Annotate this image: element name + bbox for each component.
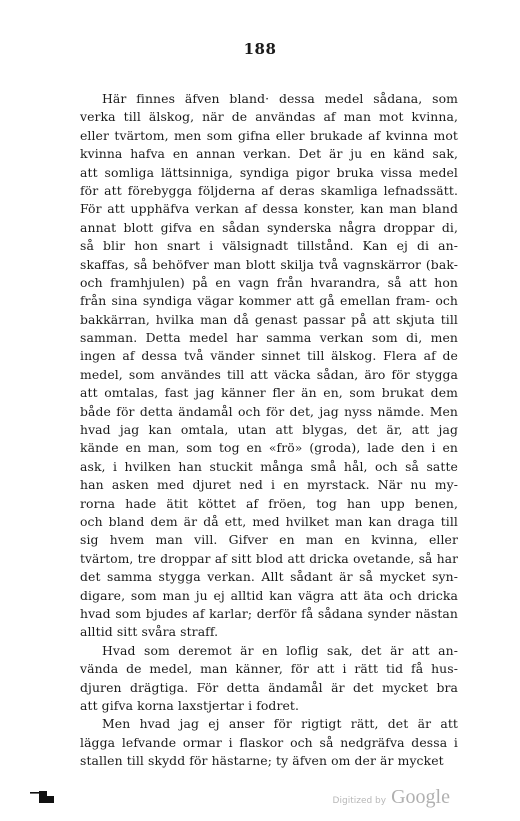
text-line: att omtalas, fast jag känner fler än en, som brukat dem — [80, 385, 458, 401]
text-line: från sina syndiga vägar kommer att gå emellan fram- och — [80, 293, 458, 309]
paragraph — [80, 642, 458, 716]
paragraph — [80, 715, 458, 770]
text-line: både för detta ändamål och för det, jag nyss nämde. Men — [80, 403, 458, 419]
text-line: och framhjulen) på en vagn från hvarandra, så att hon — [80, 274, 458, 290]
text-line: att gifva korna laxstjertar i fodret. — [80, 697, 300, 713]
body-text — [80, 90, 458, 770]
text-line: digare, som man ju ej alltid kan vägra att äta och dricka — [80, 587, 458, 603]
google-logo: Google — [391, 786, 450, 808]
text-line: kände en man, som tog en «frö» (groda), lade den i en — [80, 440, 458, 456]
text-line: annat blott gifva en sådan synderska några droppar di, — [80, 219, 458, 235]
text-line: så blir hon snart i välsignadt tillstånd. Kan ej di an- — [80, 238, 458, 254]
text-line: Här finnes äfven bland· dessa medel sådana, som — [102, 91, 458, 106]
text-line: att somliga lättsinniga, syndiga pigor bruka vissa medel — [80, 164, 458, 180]
text-line: bakkärran, hvilka man då genast passar på att skjuta till — [80, 311, 458, 327]
paragraph — [80, 90, 458, 642]
text-line: vända de medel, man känner, för att i rätt tid få hus- — [80, 661, 458, 677]
text-line: skaffas, så behöfver man blott skilja två vagnskärror (bak- — [80, 256, 458, 272]
text-line: djuren drägtiga. För detta ändamål är det mycket bra — [80, 679, 458, 695]
text-line: sig hvem man vill. Gifver en man en kvinna, eller — [80, 532, 458, 548]
text-line: lägga lefvande ormar i flaskor och så nedgräfva dessa i — [80, 734, 458, 750]
text-line: hvad jag kan omtala, utan att blygas, det är, att jag — [80, 422, 458, 438]
page-number: 188 — [243, 40, 277, 58]
text-line: verka till älskog, när de användas af man mot kvinna, — [80, 109, 458, 125]
text-line: alltid sitt svåra straff. — [80, 624, 219, 640]
text-line: för att förebygga följderna af deras skamliga lefnadssätt. — [80, 182, 458, 198]
text-line: För att upphäfva verkan af dessa konster, kan man bland — [80, 201, 458, 217]
digitization-watermark — [333, 786, 450, 809]
text-line: samman. Detta medel har samma verkan som di, men — [80, 330, 458, 346]
text-line: eller tvärtom, men som gifna eller brukade af kvinna mot — [80, 127, 458, 143]
text-line: Men hvad jag ej anser för rigtigt rätt, det är att — [102, 716, 458, 732]
text-line: han asken med djuret ned i en myrstack. När nu my- — [80, 477, 458, 493]
text-line: kvinna hafva en annan verkan. Det är ju en känd sak, — [80, 146, 458, 162]
text-line: Hvad som deremot är en loflig sak, det är att an- — [102, 642, 458, 658]
text-line: ingen af dessa två vänder sinnet till älskog. Flera af de — [80, 348, 458, 364]
text-line: och bland dem är då ett, med hvilket man kan draga till — [80, 513, 458, 529]
printer-mark-icon — [30, 790, 54, 804]
text-line: stallen till skydd för hästarne; ty äfven om der är mycket — [80, 753, 444, 769]
text-line: hvad som bjudes af karlar; derför få sådana synder nästan — [80, 605, 458, 621]
digitized-by-label: Digitized by — [332, 796, 387, 806]
text-line: rorna hade ätit köttet af fröen, tog han upp benen, — [80, 495, 458, 511]
text-line: ask, i hvilken han stuckit många små hål, och så satte — [80, 458, 458, 474]
text-line: medel, som användes till att väcka sådan, äro för stygga — [80, 366, 458, 382]
text-line: det samma stygga verkan. Allt sådant är så mycket syn- — [80, 569, 458, 585]
text-line: tvärtom, tre droppar af sitt blod att dricka ovetande, så har — [80, 551, 458, 566]
